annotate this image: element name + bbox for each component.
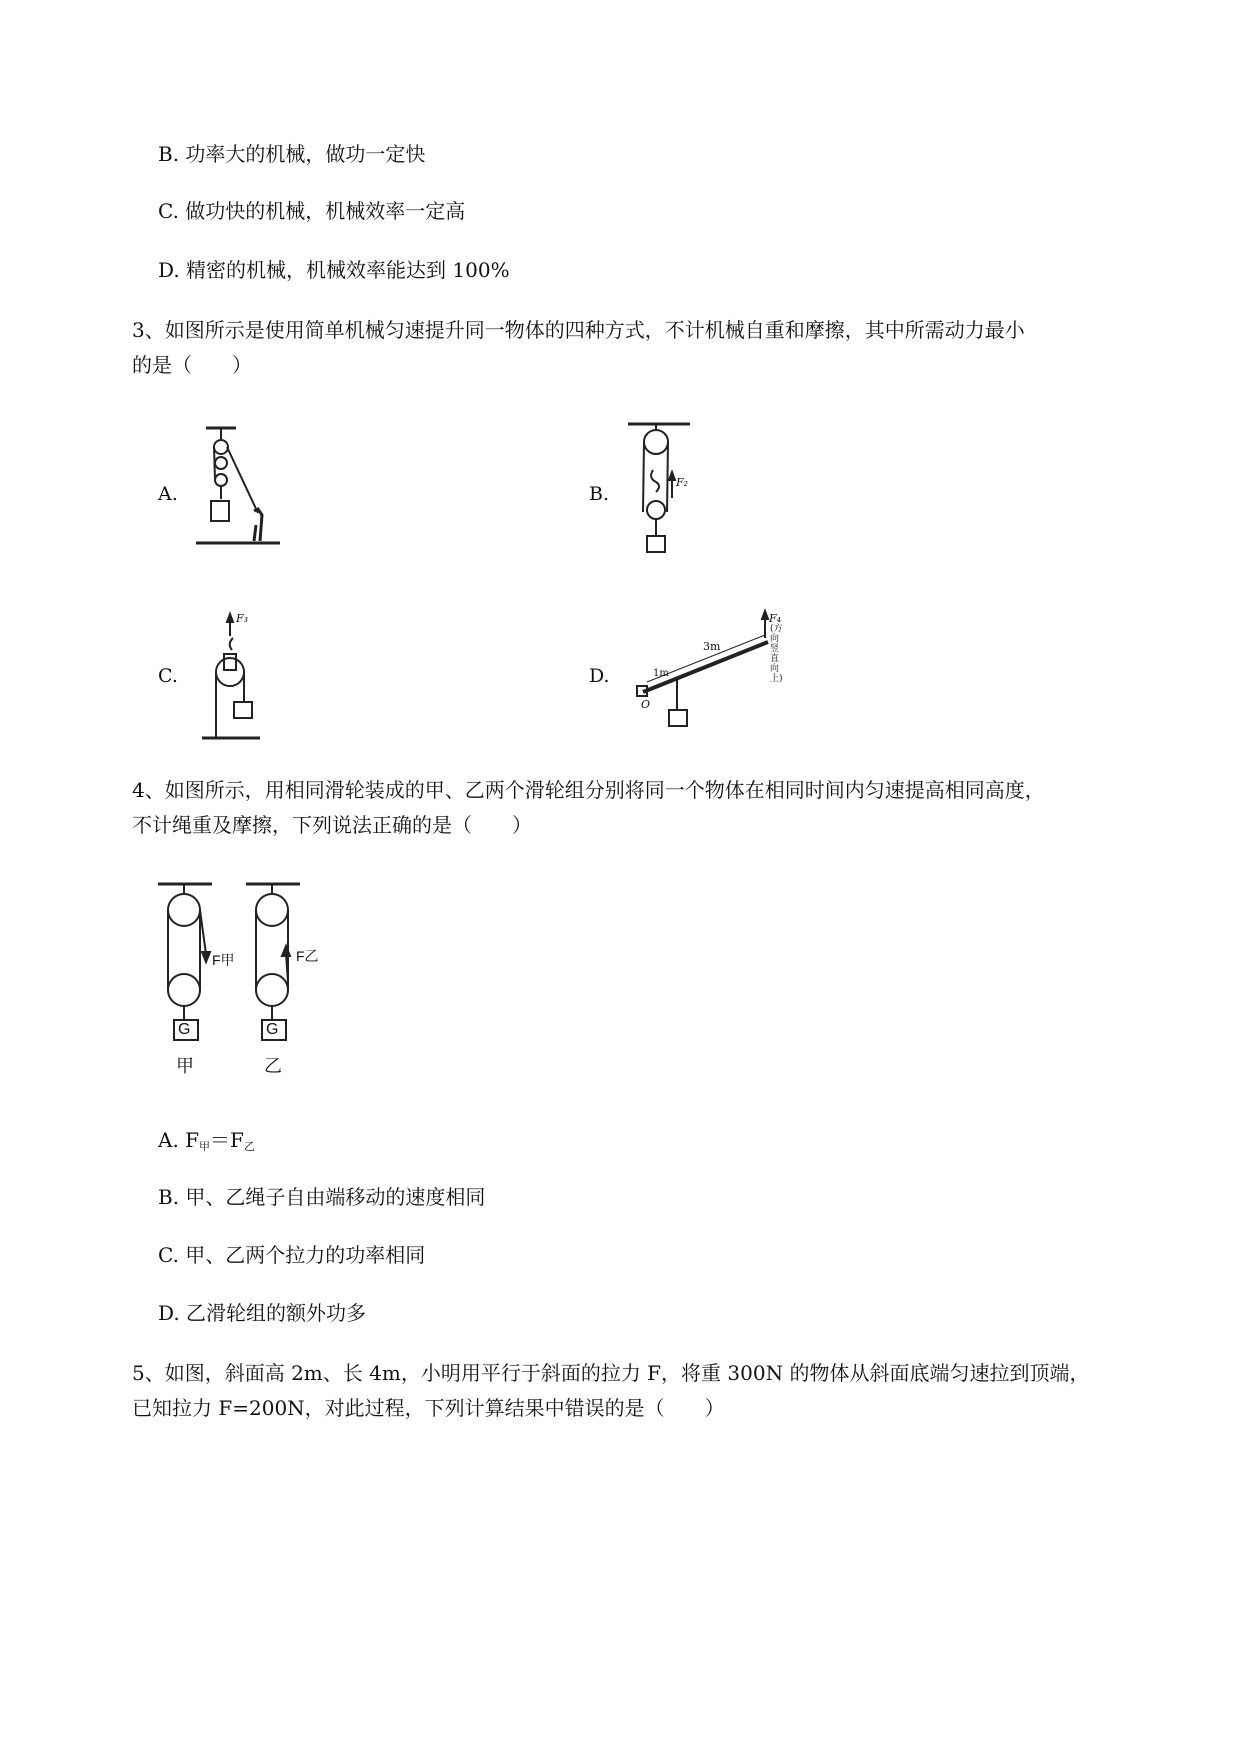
q4-option-a [158, 1126, 255, 1161]
q3-figure-d-force-label: F₄ [769, 612, 782, 625]
q4-figure [150, 880, 340, 1080]
q4-option-c: C. 甲、乙两个拉力的功率相同 [158, 1243, 426, 1267]
q4-option-a-sub-yi: 乙 [243, 1140, 255, 1153]
q4-figure-label-yi: 乙 [264, 1056, 282, 1077]
q3-figure-d-length-1m: 1m [653, 668, 669, 679]
q3-option-b-label: B. [589, 483, 610, 505]
q4-option-d: D. 乙滑轮组的额外功多 [158, 1301, 367, 1325]
q3-figure-d-direction-note: (方向竖直向上) [770, 624, 783, 684]
q2-option-b: B. 功率大的机械，做功一定快 [158, 142, 426, 166]
q4-stem-line1: 4、如图所示，用相同滑轮装成的甲、乙两个滑轮组分别将同一个物体在相同时间内匀速提高相同高度， [132, 778, 1045, 802]
q4-option-a-main: A. F [158, 1128, 200, 1152]
q5-stem-line2: 已知拉力 F=200N，对此过程，下列计算结果中错误的是（ ） [132, 1396, 725, 1420]
q3-figure-d [633, 610, 788, 735]
q4-figure-force-jia: F甲 [212, 952, 235, 968]
q4-figure-label-jia: 甲 [176, 1056, 194, 1077]
q4-figure-g-left: G [178, 1021, 191, 1038]
q4-option-b: B. 甲、乙绳子自由端移动的速度相同 [158, 1185, 486, 1209]
q3-figure-a [194, 425, 284, 550]
q4-option-a-sub-jia: 甲 [199, 1140, 211, 1153]
q3-figure-d-pivot-o: O [641, 698, 651, 711]
q3-option-d-label: D. [589, 665, 610, 687]
q4-figure-g-right: G [266, 1021, 279, 1038]
q3-option-a-label: A. [158, 483, 178, 505]
q3-figure-b-force-label: F₂ [676, 476, 689, 489]
q2-option-c: C. 做功快的机械，机械效率一定高 [158, 199, 466, 223]
q2-option-d: D. 精密的机械，机械效率能达到 100% [158, 258, 510, 282]
q4-stem-line2: 不计绳重及摩擦，下列说法正确的是（ ） [132, 813, 532, 837]
q3-option-c-label: C. [158, 665, 178, 687]
q3-figure-b [624, 420, 704, 560]
q4-figure-force-yi: F乙 [296, 948, 319, 964]
q3-stem-line2: 的是（ ） [132, 353, 252, 377]
q3-figure-d-length-3m: 3m [703, 640, 721, 653]
q3-stem-line1: 3、如图所示是使用简单机械匀速提升同一物体的四种方式，不计机械自重和摩擦，其中所需动力最小 [132, 318, 1025, 342]
q3-figure-c-force-label: F₃ [236, 612, 249, 625]
q3-figure-c [200, 612, 270, 744]
q5-stem-line1: 5、如图，斜面高 2m、长 4m，小明用平行于斜面的拉力 F，将重 300N 的物体从斜面底端匀速拉到顶端， [132, 1361, 1090, 1385]
q4-option-a-eq: ＝F [210, 1128, 244, 1152]
